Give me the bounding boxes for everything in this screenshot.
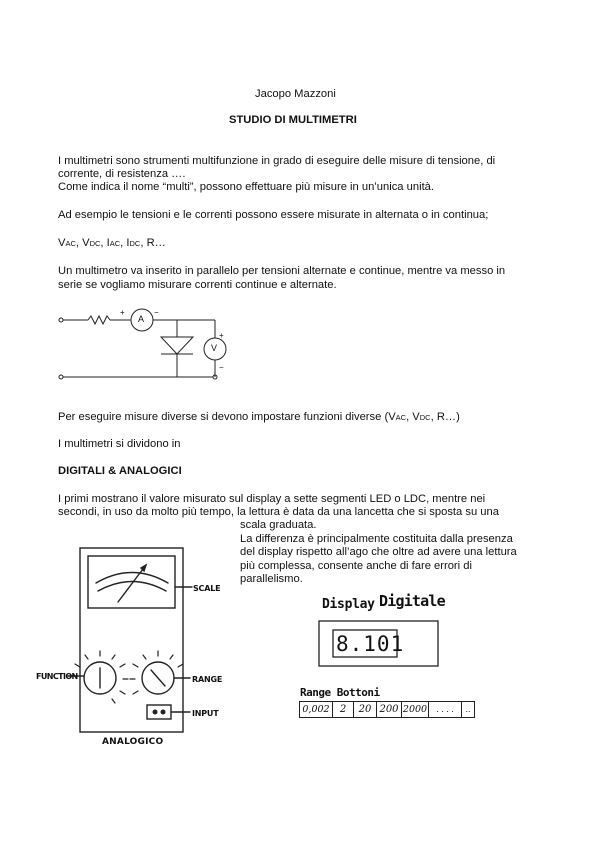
f-v: V [388, 411, 396, 423]
desc-line-6: più complessa, consente anche di fare errori di [240, 560, 472, 572]
q-i: I [106, 237, 110, 249]
function-label: FUNCTION [36, 672, 78, 681]
desc-line-7: parallelismo. [240, 573, 303, 585]
f-v2-sub: DC [419, 413, 431, 422]
desc-line-3: scala graduata. [240, 519, 317, 531]
functions-prefix: Per eseguire misure diverse si devono impostare funzioni diverse ( [58, 411, 389, 423]
range-button-20[interactable]: 20 [354, 702, 377, 717]
q-tail: R… [146, 237, 166, 249]
range-button-end[interactable]: .. [465, 704, 471, 714]
range-buttons-row [299, 701, 475, 718]
ammeter-plus: + [120, 308, 125, 317]
quantities-line: VAC, VDC, IAC, IDC, R… [58, 237, 166, 249]
page-title: STUDIO DI MULTIMETRI [229, 114, 357, 126]
author-name: Jacopo Mazzoni [255, 88, 336, 100]
desc-line-5: del display rispetto all’ago che oltre ad avere una lettura [240, 546, 517, 558]
connection-line-1: Un multimetro va inserito in parallelo per tensioni alternate e continue, mentre va messo in [58, 265, 506, 277]
range-button-2000[interactable]: 2000 [402, 704, 428, 715]
desc-line-2: secondi, in uso da molto più tempo, la lettura è data da una lancetta che si sposta su una [58, 506, 499, 518]
q-i2-sub: DC [129, 239, 141, 248]
voltmeter-plus: + [219, 331, 224, 340]
f-tail: R…) [436, 411, 460, 423]
range-button-0002[interactable]: 0,002 [300, 702, 333, 717]
ammeter-label: A [138, 314, 145, 324]
scale-label: SCALE [193, 584, 221, 593]
q-v2-sub: DC [89, 239, 101, 248]
q-i-sub: AC [109, 239, 121, 248]
intro-line-1: I multimetri sono strumenti multifunzione in grado di eseguire delle misure di tensione, di [58, 155, 496, 167]
functions-line: Per eseguire misure diverse si devono impostare funzioni diverse (VAC, VDC, R…) [58, 411, 460, 423]
f-v-sub: AC [395, 413, 407, 422]
analog-caption: ANALOGICO [102, 737, 164, 747]
voltmeter-minus: − [219, 363, 224, 372]
q-i2: I [126, 237, 130, 249]
range-buttons-title: Range Bottoni [300, 686, 380, 699]
range-label: RANGE [192, 675, 223, 684]
digital-title-b: Digitale [379, 592, 445, 610]
intro-line-3: Come indica il nome “multi”, possono effettuare più misure in un’unica unità. [58, 181, 435, 193]
q-v2: V [82, 237, 90, 249]
desc-line-4: La differenza è principalmente costituita dalla presenza [240, 533, 513, 545]
digital-title-a: Display [322, 597, 375, 612]
q-v-sub: AC [65, 239, 76, 248]
range-button-2[interactable]: 2 [333, 702, 354, 717]
input-label: INPUT [192, 709, 219, 718]
f-v2: V [412, 411, 420, 423]
ammeter-minus: − [154, 308, 159, 317]
digital-reading: 8.101 [336, 632, 405, 656]
connection-line-2: serie se vogliamo misurare correnti continue e alternate. [58, 279, 337, 291]
example-paragraph: Ad esempio le tensioni e le correnti possono essere misurate in alternata o in continua; [58, 209, 489, 221]
divide-line: I multimetri si dividono in [58, 438, 181, 450]
range-button-more[interactable]: . . . . [429, 702, 462, 717]
q-v: V [58, 237, 66, 249]
section-heading: DIGITALI & ANALOGICI [58, 465, 182, 477]
intro-line-2: corrente, di resistenza …. [58, 168, 186, 180]
range-button-200[interactable]: 200 [377, 702, 402, 717]
voltmeter-label: V [211, 343, 218, 353]
desc-line-1: I primi mostrano il valore misurato sul display a sette segmenti LED o LDC, mentre nei [58, 493, 486, 505]
